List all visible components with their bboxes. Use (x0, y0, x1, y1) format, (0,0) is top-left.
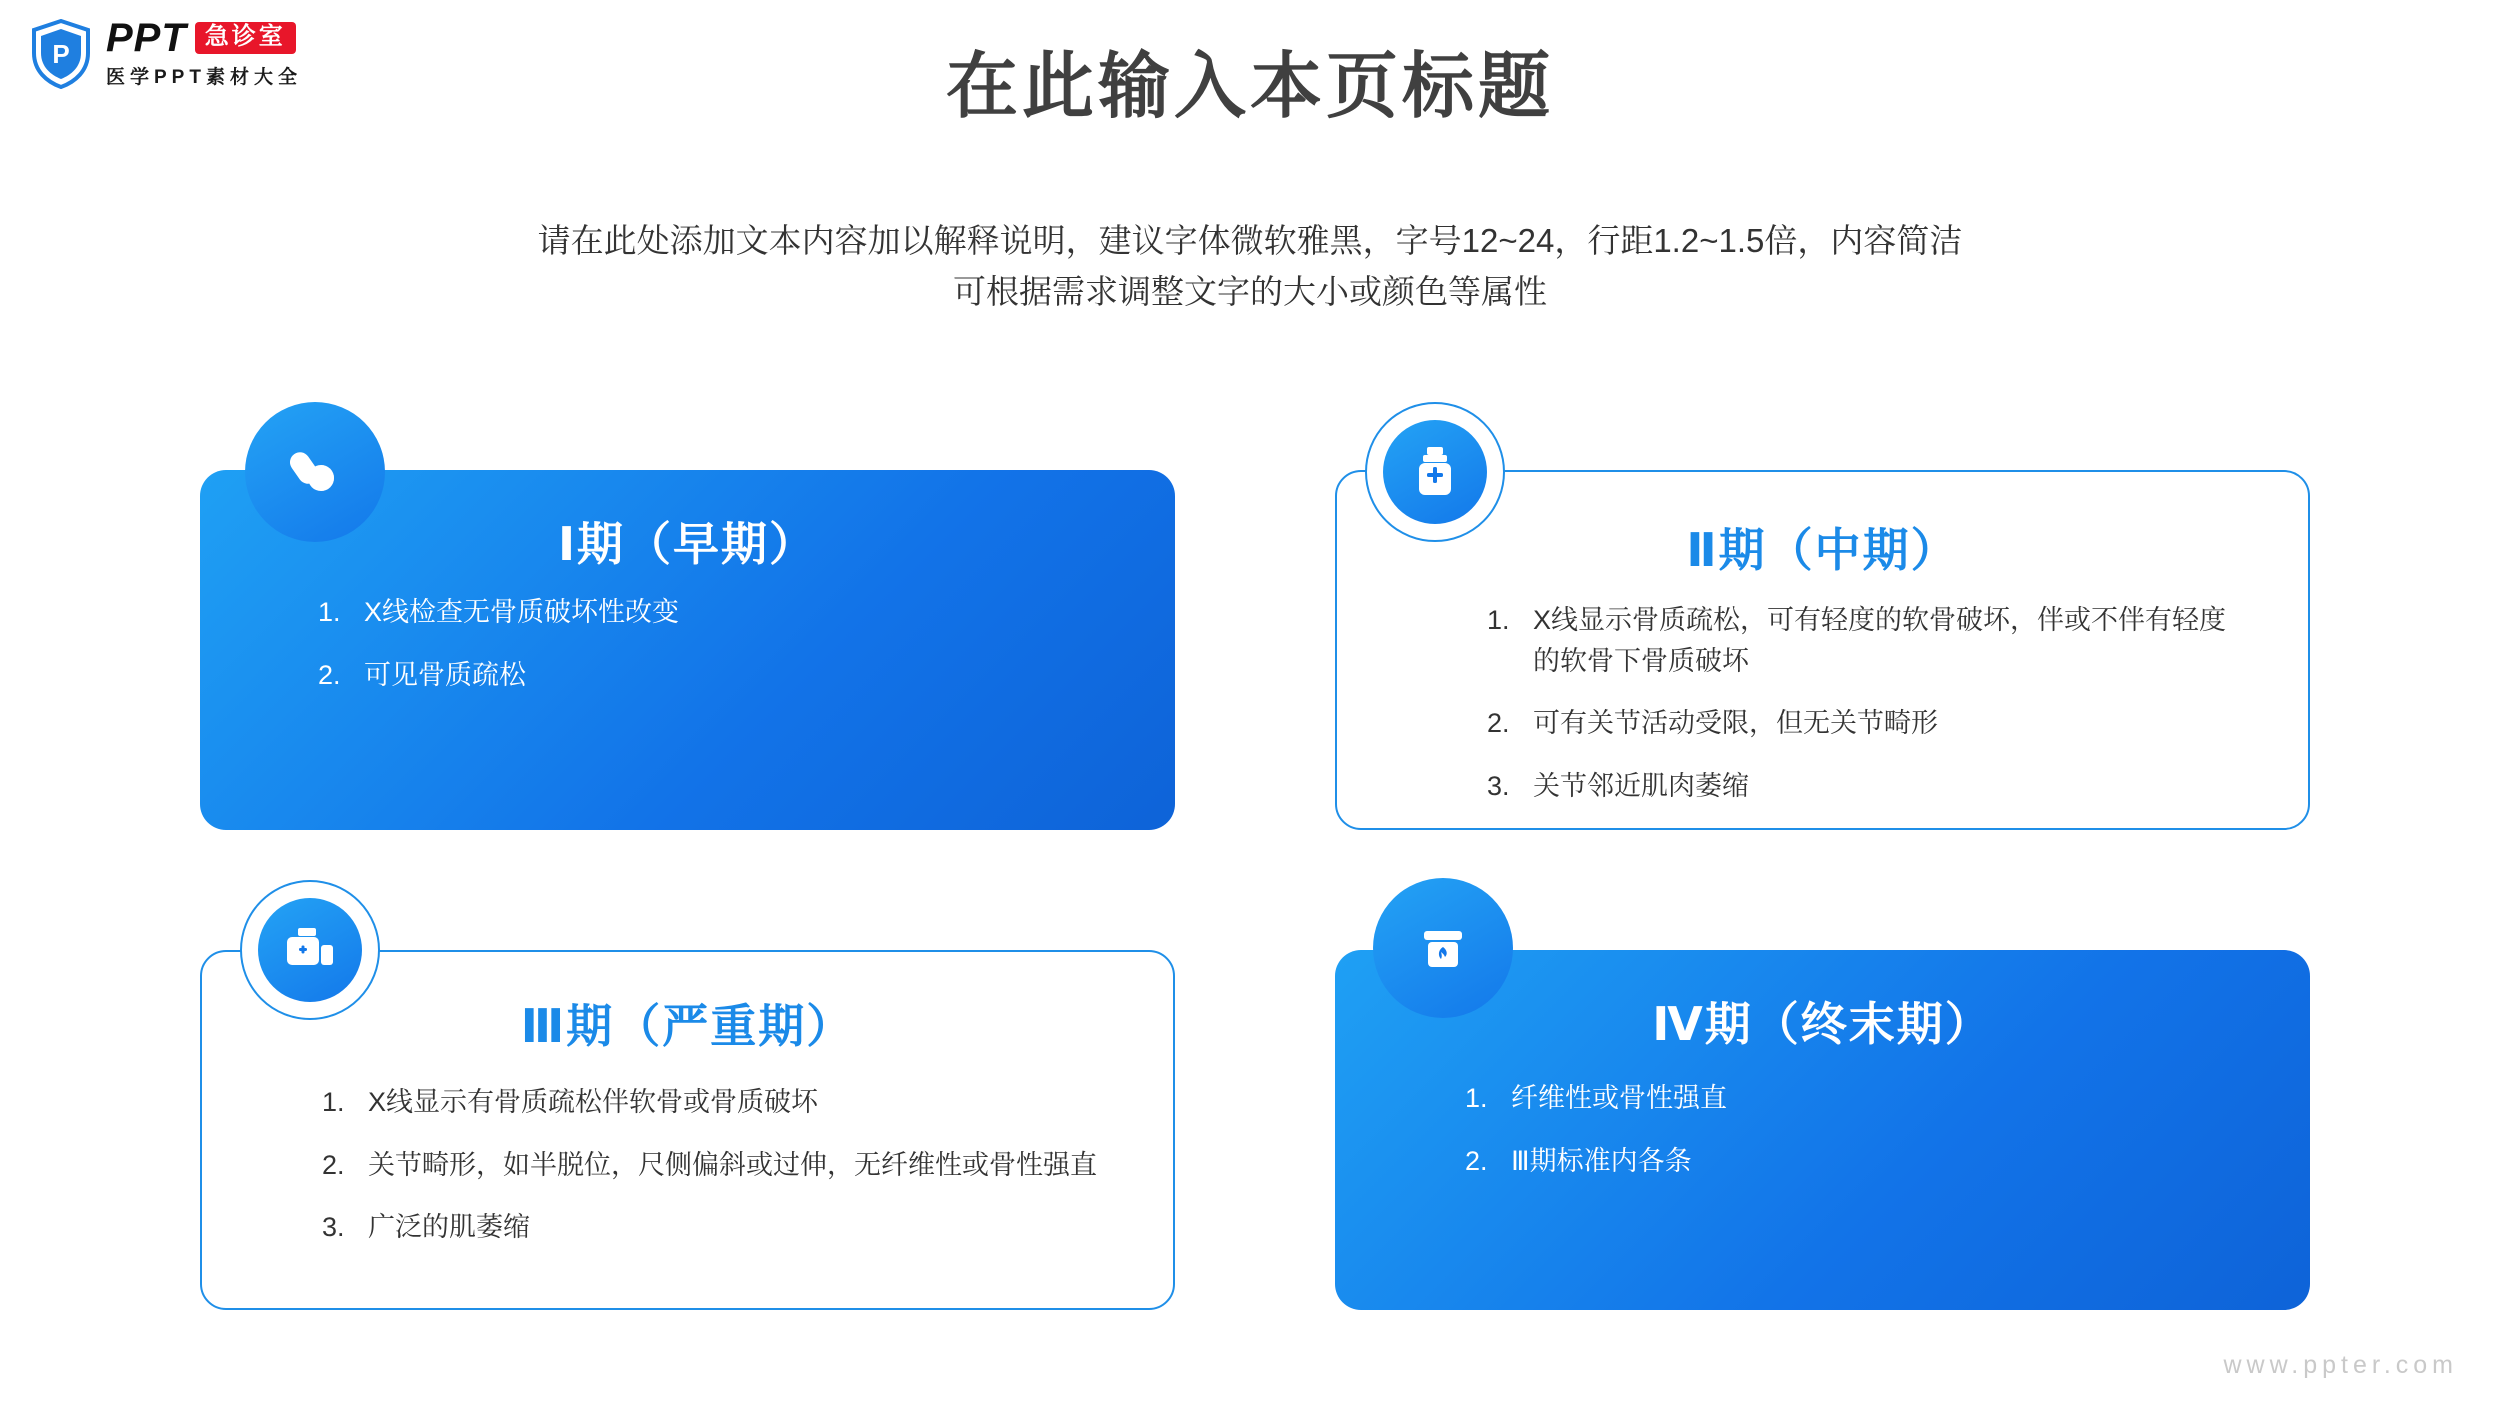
list-item-number: 1. (1487, 605, 1510, 635)
list-item (318, 655, 1105, 696)
logo-badge: 急诊室 (195, 22, 296, 54)
list-item (322, 1207, 1113, 1248)
list-item-text: X线显示有骨质疏松伴软骨或骨质破坏 (368, 1087, 819, 1117)
page-subtitle-line-1: 请在此处添加文本内容加以解释说明，建议字体微软雅黑，字号12~24，行距1.2~1.5倍，内容简洁 (537, 222, 1963, 259)
stage-card-3-list (322, 1082, 1113, 1270)
list-item (1487, 600, 2248, 681)
svg-text:P: P (52, 38, 70, 69)
stage-card-2-title: Ⅱ期（中期） (1686, 524, 1959, 576)
first-aid-kit-icon (283, 925, 337, 975)
stage-card-4-title: Ⅳ期（终末期） (1652, 998, 1993, 1050)
list-item-number: 1. (318, 597, 341, 627)
list-item (1465, 1078, 2250, 1119)
stage-card-3[interactable] (200, 950, 1175, 1310)
page-subtitle-line-2: 可根据需求调整文字的大小或颜色等属性 (953, 273, 1547, 311)
logo-ppt-text: PPT (106, 16, 187, 60)
stage-cards-grid (0, 400, 2500, 1340)
list-item-number: 3. (322, 1212, 345, 1242)
list-item-text: 纤维性或骨性强直 (1511, 1083, 1727, 1113)
page-title: 在此输入本页标题 (945, 47, 1554, 127)
medicine-jar-icon (1418, 923, 1468, 973)
list-item-number: 2. (322, 1149, 345, 1180)
list-item-text: 关节畸形，如半脱位，尺侧偏斜或过伸，无纤维性或骨性强直 (368, 1149, 1097, 1180)
list-item-number: 1. (1465, 1083, 1488, 1113)
list-item (1487, 703, 2248, 744)
stage-card-3-title: Ⅲ期（严重期） (520, 1000, 855, 1052)
list-item-number: 2. (1465, 1145, 1488, 1176)
stage-card-1-list (318, 592, 1105, 717)
capsule-pill-icon (288, 445, 342, 499)
stage-card-2-list (1487, 600, 2248, 828)
stage-card-4[interactable] (1335, 950, 2310, 1310)
stage-card-4-list (1465, 1078, 2250, 1203)
list-item-text: 关节邻近肌肉萎缩 (1533, 770, 1749, 801)
list-item-number: 3. (1487, 770, 1510, 801)
list-item (318, 592, 1105, 633)
list-item-text: 可有关节活动受限，但无关节畸形 (1533, 708, 1938, 738)
list-item-text: 可见骨质疏松 (364, 659, 526, 690)
footer-url: www.ppter.com (2223, 1351, 2458, 1379)
stage-card-1-title: Ⅰ期（早期） (557, 518, 818, 570)
page-subtitle (0, 215, 2500, 317)
stage-card-1[interactable] (200, 470, 1175, 830)
list-item-number: 2. (1487, 708, 1510, 738)
list-item (1465, 1141, 2250, 1182)
list-item (1487, 766, 2248, 807)
list-item (322, 1082, 1113, 1123)
stage-card-2[interactable] (1335, 470, 2310, 830)
list-item (322, 1145, 1113, 1186)
list-item-text: X线检查无骨质破坏性改变 (364, 597, 680, 627)
list-item-number: 2. (318, 659, 341, 690)
list-item-number: 1. (322, 1087, 345, 1117)
medicine-bottle-icon (1410, 445, 1460, 499)
list-item-text: Ⅲ期标准内各条 (1511, 1145, 1692, 1176)
list-item-text: 广泛的肌萎缩 (368, 1212, 530, 1242)
logo-subtitle: 医学PPT素材大全 (106, 67, 302, 88)
list-item-text: X线显示骨质疏松，可有轻度的软骨破坏，伴或不伴有轻度的软骨下骨质破坏 (1533, 605, 2227, 676)
